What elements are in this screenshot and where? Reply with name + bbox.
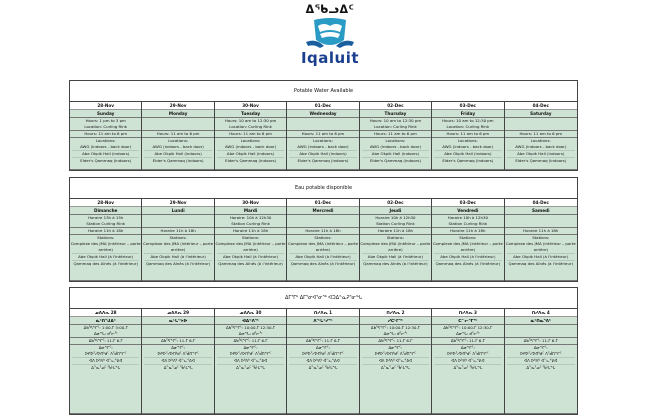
morning-location: Station Curling Rink (231, 221, 270, 226)
locations-cell (215, 345, 286, 414)
location-item: ᐅᑭᐅᕐᓯᐅᑎᒃᑯᑦ ᐱᖁᑎᖏᑦ (229, 351, 272, 356)
morning-hours-cell (70, 325, 141, 338)
afternoon-hours: Horaire 11h à 18h (287, 228, 358, 235)
morning-hours-cell (215, 118, 286, 131)
morning-hours: ᐃᑲᕐᕋᖏᑦ: 1:00-ᒥ 3:00-ᒥ (83, 325, 128, 330)
morning-hours-cell (432, 215, 503, 228)
page-header (0, 0, 660, 72)
locations-label: ᐃᓂᖏᑦ: (243, 345, 258, 350)
locations-label: Locations: (240, 138, 261, 143)
location-item: Abe Okpik Hall (à l'intérieur) (150, 254, 206, 259)
morning-hours: ᐃᑲᕐᕋᖏᑦ: 10:00-ᒥ 12:30-ᒥ (370, 325, 420, 330)
locations-label: Stations: (169, 235, 187, 240)
location-item: Qammaq des Aînés (à l'intérieur) (435, 261, 501, 266)
locations-label: ᐃᓂᖏᑦ: (98, 345, 113, 350)
location-item: Qammaq des Aînés (à l'intérieur) (290, 261, 356, 266)
syllabic-city-title: ᐃᖃᓗᐃᑦ (305, 3, 355, 16)
day-label: ᓯᑕᒻᒥᖅ (360, 317, 431, 325)
locations-cell (142, 345, 213, 414)
location-item: ᐃᓐᓇᕐᓄᑦ ᖃᒻᒪᖓ (308, 365, 338, 370)
location-item: ᐊᐱ ᐅᒃᐱᒃ ᐊᓪᓚᕝᕕᐊ (306, 358, 340, 363)
location-item: Qammaq des Aînés (à l'intérieur) (145, 261, 211, 266)
day-label: ᐊᐃᑉᐱᖅ (215, 317, 286, 325)
day-column (70, 309, 142, 414)
day-column (215, 199, 287, 281)
location-item: Elder's Qammaq (indoors) (80, 158, 132, 163)
locations-label: ᐃᓂᖏᑦ: (171, 345, 186, 350)
location-item: Elder's Qammaq (indoors) (297, 158, 349, 163)
locations-label: Stations: (314, 235, 332, 240)
location-item: Elder's Qammaq (indoors) (442, 158, 494, 163)
location-item: Complexe des JMA (intérieur – porte arrière) (143, 241, 214, 252)
date-label: 01-Dec (287, 102, 358, 110)
location-item: Abe Okpik Hall (indoors) (299, 151, 347, 156)
location-item: ᐅᑭᐅᕐᓯᐅᑎᒃᑯᑦ ᐱᖁᑎᖏᑦ (520, 351, 562, 356)
date-label: 04-Dec (505, 199, 577, 207)
morning-hours-cell (287, 325, 358, 338)
location-item: AWG (indoors - back door) (152, 144, 204, 149)
location-item: ᐊᐱ ᐅᒃᐱᒃ ᐊᓪᓚᕝᕕᐊ (161, 358, 195, 363)
location-item: ᐅᑭᐅᕐᓯᐅᑎᒃᑯᑦ ᐱᖁᑎᖏᑦ (85, 351, 127, 356)
locations-label: Stations: (532, 235, 550, 240)
date-label: ᓄᕕᐱᕆ 28 (70, 309, 141, 317)
day-label: Sunday (70, 110, 141, 118)
day-label: Jeudi (360, 207, 431, 215)
locations-label: ᐃᓂᖏᑦ: (388, 345, 403, 350)
morning-hours-cell (287, 215, 358, 228)
day-label: Monday (142, 110, 213, 118)
location-item: Elder's Qammaq (indoors) (369, 158, 421, 163)
locations-cell (142, 138, 213, 170)
schedule-title: Eau potable disponible (70, 178, 577, 199)
morning-hours-cell (70, 118, 141, 131)
morning-hours: Horaire: 10h à 12h30 (229, 215, 272, 220)
day-column (360, 309, 432, 414)
day-label: Samedi (505, 207, 577, 215)
morning-location: Location: Curling Rink (446, 124, 490, 129)
locations-label: Locations: (385, 138, 406, 143)
day-label: Mercredi (287, 207, 358, 215)
locations-label: Stations: (386, 235, 404, 240)
locations-cell (505, 138, 577, 170)
location-item: ᐃᓐᓇᕐᓄᑦ ᖃᒻᒪᖓ (91, 365, 121, 370)
day-label: Mardi (215, 207, 286, 215)
day-column (432, 199, 504, 281)
afternoon-hours: Horaire 11h à 18h (360, 228, 431, 235)
schedule-title: Potable Water Available (70, 81, 577, 102)
morning-location: ᐃᓂᖓ: ᑯᕐᓕᖕ (238, 331, 263, 336)
date-label: ᓄᕕᐱᕆ 29 (142, 309, 213, 317)
location-item: AWG (indoors - back door) (297, 144, 349, 149)
location-item: Elder's Qammaq (indoors) (515, 158, 567, 163)
afternoon-hours: ᐃᑲᕐᕋᖏᑦ: 11-ᒥ 6-ᒥ (360, 338, 431, 345)
location-item: Elder's Qammaq (indoors) (152, 158, 204, 163)
locations-label: Stations: (97, 235, 115, 240)
morning-location: Station Curling Rink (448, 221, 488, 226)
location-item: ᐃᓐᓇᕐᓄᑦ ᖃᒻᒪᖓ (453, 365, 483, 370)
date-label: ᑎᓯᐱᕆ 1 (287, 309, 358, 317)
date-label: 30-Nov (215, 102, 286, 110)
morning-hours-cell (505, 118, 577, 131)
morning-location: Station Curling Rink (376, 221, 415, 226)
location-item: ᐊᐱ ᐅᒃᐱᒃ ᐊᓪᓚᕝᕕᐊ (524, 358, 558, 363)
location-item: Abe Okpik Hall (à l'intérieur) (78, 254, 134, 259)
afternoon-hours: Hours: 11 am to 6 pm (505, 131, 577, 138)
day-column (432, 309, 504, 414)
day-column (142, 199, 214, 281)
afternoon-hours: Hours: 11 am to 6 pm (215, 131, 286, 138)
morning-location: Station Curling Rink (86, 221, 126, 226)
schedule-title: ᐃᒥᕐᒥᒃ ᐃᒥᕐᓂᐊᕐᓂᖅ ᐊᑐᐃᓐᓇᕈᕐᓂᖓ (70, 288, 577, 309)
locations-label: Locations: (168, 138, 189, 143)
afternoon-hours: Hours: 11 am to 6 pm (360, 131, 431, 138)
day-label: ᐱᖓᑦᓯᖅ (287, 317, 358, 325)
locations-cell (142, 235, 213, 281)
locations-label: Locations: (530, 138, 551, 143)
day-label: ᓇᒡᒐᔾᔭᐅ (142, 317, 213, 325)
date-label: 29-Nov (142, 199, 213, 207)
location-item: ᐃᓐᓇᕐᓄᑦ ᖃᒻᒪᖓ (163, 365, 193, 370)
date-label: ᓄᕕᐱᕆ 30 (215, 309, 286, 317)
day-column (505, 102, 577, 170)
location-item: ᐅᑭᐅᕐᓯᐅᑎᒃᑯᑦ ᐱᖁᑎᖏᑦ (447, 351, 489, 356)
schedule-grid (70, 199, 577, 281)
location-item: AWG (indoors - back door) (80, 144, 132, 149)
location-item: Complexe des JMA (intérieur – porte arrière) (360, 241, 431, 252)
locations-cell (70, 138, 141, 170)
locations-cell (432, 138, 503, 170)
schedule-grid (70, 102, 577, 170)
morning-hours-cell (142, 215, 213, 228)
locations-cell (70, 235, 141, 281)
locations-cell (215, 235, 286, 281)
morning-hours: Horaire 10h à 12h30 (375, 215, 416, 220)
location-item: Qammaq des Aînés (à l'intérieur) (73, 261, 138, 266)
afternoon-hours: Horaire 11h à 18h (432, 228, 503, 235)
brand-wordmark: Iqaluit (300, 49, 360, 67)
location-item: ᐃᓐᓇᕐᓄᑦ ᖃᒻᒪᖓ (381, 365, 410, 370)
location-item: Abe Okpik Hall (à l'intérieur) (513, 254, 569, 259)
locations-label: ᐃᓂᖏᑦ: (316, 345, 330, 350)
morning-hours-cell (360, 118, 431, 131)
morning-hours-cell (360, 325, 431, 338)
location-item: Abe Okpik Hall (à l'intérieur) (295, 254, 351, 259)
schedule-inuktitut (69, 287, 578, 415)
locations-cell (432, 235, 503, 281)
location-item: ᐅᑭᐅᕐᓯᐅᑎᒃᑯᑦ ᐱᖁᑎᖏᑦ (374, 351, 417, 356)
locations-cell (505, 345, 577, 414)
day-column (287, 102, 359, 170)
date-label: 04-Dec (505, 102, 577, 110)
day-label: ᑕᓪᓕᕐᒥᖅ (432, 317, 503, 325)
day-column (70, 102, 142, 170)
schedule-english (69, 80, 578, 171)
locations-cell (287, 138, 358, 170)
locations-label: Locations: (457, 138, 478, 143)
day-column (505, 309, 577, 414)
morning-location: Location: Curling Rink (374, 124, 417, 129)
morning-hours-cell (287, 118, 358, 131)
location-item: ᐃᓐᓇᕐᓄᑦ ᖃᒻᒪᖓ (526, 365, 556, 370)
afternoon-hours: Horaire 11h à 18h (142, 228, 213, 235)
location-item: ᐅᑭᐅᕐᓯᐅᑎᒃᑯᑦ ᐱᖁᑎᖏᑦ (302, 351, 344, 356)
afternoon-hours: ᐃᑲᕐᕋᖏᑦ: 11-ᒥ 6-ᒥ (142, 338, 213, 345)
location-item: AWG (indoors - back door) (442, 144, 494, 149)
morning-location: Location: Curling Rink (84, 124, 128, 129)
location-item: ᐊᐱ ᐅᒃᐱᒃ ᐊᓪᓚᕝᕕᐊ (451, 358, 485, 363)
day-label: Wednesday (287, 110, 358, 118)
day-column (287, 199, 359, 281)
day-label: Saturday (505, 110, 577, 118)
location-item: Abe Okpik Hall (indoors) (226, 151, 275, 156)
location-item: Qammaq des Aînés (à l'intérieur) (363, 261, 428, 266)
day-column (287, 309, 359, 414)
morning-location: Location: Curling Rink (229, 124, 272, 129)
day-column (505, 199, 577, 281)
schedule-french (69, 177, 578, 282)
morning-hours-cell (70, 215, 141, 228)
location-item: ᐊᐱ ᐅᒃᐱᒃ ᐊᓪᓚᕝᕕᐊ (233, 358, 268, 363)
date-label: 03-Dec (432, 102, 503, 110)
afternoon-hours: Hours: 11 am to 6 pm (287, 131, 358, 138)
morning-hours-cell (142, 325, 213, 338)
locations-cell (287, 235, 358, 281)
day-label: ᓈᑦᑎᓇᕐᕕᒃ (505, 317, 577, 325)
date-label: 28-Nov (70, 199, 141, 207)
schedule-grid (70, 309, 577, 414)
morning-hours-cell (432, 325, 503, 338)
morning-hours: Hours: 10 am to 12:30 pm (369, 118, 422, 123)
date-label: 02-Dec (360, 102, 431, 110)
locations-label: ᐃᓂᖏᑦ: (460, 345, 475, 350)
afternoon-hours: ᐃᑲᕐᕋᖏᑦ: 11-ᒥ 6-ᒥ (432, 338, 503, 345)
afternoon-hours: Horaire 11h à 18h (70, 228, 141, 235)
afternoon-hours: ᐃᑲᕐᕋᖏᑦ: 11-ᒥ 6-ᒥ (70, 338, 141, 345)
morning-hours-cell (505, 325, 577, 338)
morning-hours: ᐃᑲᕐᕋᖏᑦ: 10:00-ᒥ 12:30-ᒥ (226, 325, 276, 330)
location-item: ᐅᑭᐅᕐᓯᐅᑎᒃᑯᑦ ᐱᖁᑎᖏᑦ (157, 351, 199, 356)
location-item: Abe Okpik Hall (indoors) (154, 151, 202, 156)
location-item: Abe Okpik Hall (indoors) (444, 151, 492, 156)
date-label: 03-Dec (432, 199, 503, 207)
city-logo-icon (300, 16, 360, 52)
morning-hours: Hours: 10 am to 12:30 pm (224, 118, 277, 123)
day-label: Friday (432, 110, 503, 118)
locations-cell (287, 345, 358, 414)
day-label: Dimanche (70, 207, 141, 215)
date-label: ᑎᓯᐱᕆ 3 (432, 309, 503, 317)
location-item: Abe Okpik Hall (indoors) (517, 151, 565, 156)
morning-hours-cell (215, 325, 286, 338)
location-item: ᐊᐱ ᐅᒃᐱᒃ ᐊᓪᓚᕝᕕᐊ (89, 358, 123, 363)
locations-cell (360, 138, 431, 170)
location-item: Complexe des JMA (intérieur – porte arrière) (432, 241, 503, 252)
locations-cell (215, 138, 286, 170)
morning-location: ᐃᓂᖓ: ᑯᕐᓕᖕ (456, 331, 480, 336)
day-column (142, 102, 214, 170)
afternoon-hours: ᐃᑲᕐᕋᖏᑦ: 11-ᒥ 6-ᒥ (505, 338, 577, 345)
location-item: AWG (indoors - back door) (515, 144, 567, 149)
day-label: Vendredi (432, 207, 503, 215)
location-item: Abe Okpik Hall (à l'intérieur) (222, 254, 279, 259)
morning-location: ᐃᓂᖓ: ᑯᕐᓕᖕ (383, 331, 408, 336)
morning-hours-cell (215, 215, 286, 228)
location-item: ᐊᐱ ᐅᒃᐱᒃ ᐊᓪᓚᕝᕕᐊ (378, 358, 413, 363)
morning-hours: Hours: 10 am to 12:30 pm (442, 118, 494, 123)
location-item: Complexe des JMA (intérieur – porte arrière) (505, 241, 576, 252)
location-item: AWG (indoors - back door) (369, 144, 422, 149)
morning-hours-cell (142, 118, 213, 131)
morning-hours-cell (432, 118, 503, 131)
day-label: Thursday (360, 110, 431, 118)
day-label: Lundi (142, 207, 213, 215)
location-item: Abe Okpik Hall (indoors) (82, 151, 130, 156)
morning-hours-cell (505, 215, 577, 228)
date-label: 02-Dec (360, 199, 431, 207)
location-item: Qammaq des Aînés (à l'intérieur) (218, 261, 283, 266)
morning-hours: Hours: 1 pm to 3 pm (85, 118, 126, 123)
locations-cell (70, 345, 141, 414)
afternoon-hours: Hours: 11 am to 6 pm (142, 131, 213, 138)
afternoon-hours: ᐃᑲᕐᕋᖏᑦ: 11-ᒥ 6-ᒥ (287, 338, 358, 345)
locations-label: Locations: (95, 138, 116, 143)
locations-label: Locations: (313, 138, 333, 143)
day-label: ᓈᑦᑎᖑᐃᑦ (70, 317, 141, 325)
day-column (215, 309, 287, 414)
location-item: AWG (indoors - back door) (224, 144, 277, 149)
location-item: ᐃᓐᓇᕐᓄᑦ ᖃᒻᒪᖓ (236, 365, 265, 370)
date-label: 29-Nov (142, 102, 213, 110)
afternoon-hours: Horaire 11h à 18h (505, 228, 577, 235)
location-item: Abe Okpik Hall (à l'intérieur) (367, 254, 424, 259)
locations-label: ᐃᓂᖏᑦ: (533, 345, 548, 350)
locations-cell (360, 235, 431, 281)
location-item: Abe Okpik Hall (indoors) (371, 151, 420, 156)
day-column (360, 102, 432, 170)
locations-cell (360, 345, 431, 414)
locations-label: Stations: (241, 235, 260, 240)
morning-location: ᐃᓂᖓ: ᑯᕐᓕᖕ (93, 331, 118, 336)
morning-hours-cell (360, 215, 431, 228)
day-column (360, 199, 432, 281)
locations-cell (432, 345, 503, 414)
afternoon-hours: Horaire 11h à 18h (215, 228, 286, 235)
date-label: 28-Nov (70, 102, 141, 110)
location-item: Abe Okpik Hall (à l'intérieur) (440, 254, 496, 259)
morning-hours: ᐃᑲᕐᕋᖏᑦ: 10:00-ᒥ 12:30-ᒥ (443, 325, 493, 330)
day-column (70, 199, 142, 281)
locations-label: Stations: (459, 235, 477, 240)
date-label: ᑎᓯᐱᕆ 4 (505, 309, 577, 317)
location-item: Complexe des JMA (intérieur – porte arrière) (287, 241, 358, 252)
day-label: Tuesday (215, 110, 286, 118)
day-column (142, 309, 214, 414)
date-label: 01-Dec (287, 199, 358, 207)
day-column (215, 102, 287, 170)
day-column (432, 102, 504, 170)
afternoon-hours: Hours: 11 am to 6 pm (432, 131, 503, 138)
morning-hours: Horaire 10h à 12h30 (447, 215, 488, 220)
afternoon-hours: Hours: 11 am to 6 pm (70, 131, 141, 138)
date-label: ᑎᓯᐱᕆ 2 (360, 309, 431, 317)
location-item: Complexe des JMA (intérieur – porte arrière) (215, 241, 286, 252)
afternoon-hours: ᐃᑲᕐᕋᖏᑦ: 11-ᒥ 6-ᒥ (215, 338, 286, 345)
location-item: Complexe des JMA (intérieur – porte arrière) (70, 241, 141, 252)
location-item: Qammaq des Aînés (à l'intérieur) (508, 261, 574, 266)
morning-hours: Horaire 13h à 15h (88, 215, 124, 220)
location-item: Elder's Qammaq (indoors) (225, 158, 277, 163)
date-label: 30-Nov (215, 199, 286, 207)
locations-cell (505, 235, 577, 281)
